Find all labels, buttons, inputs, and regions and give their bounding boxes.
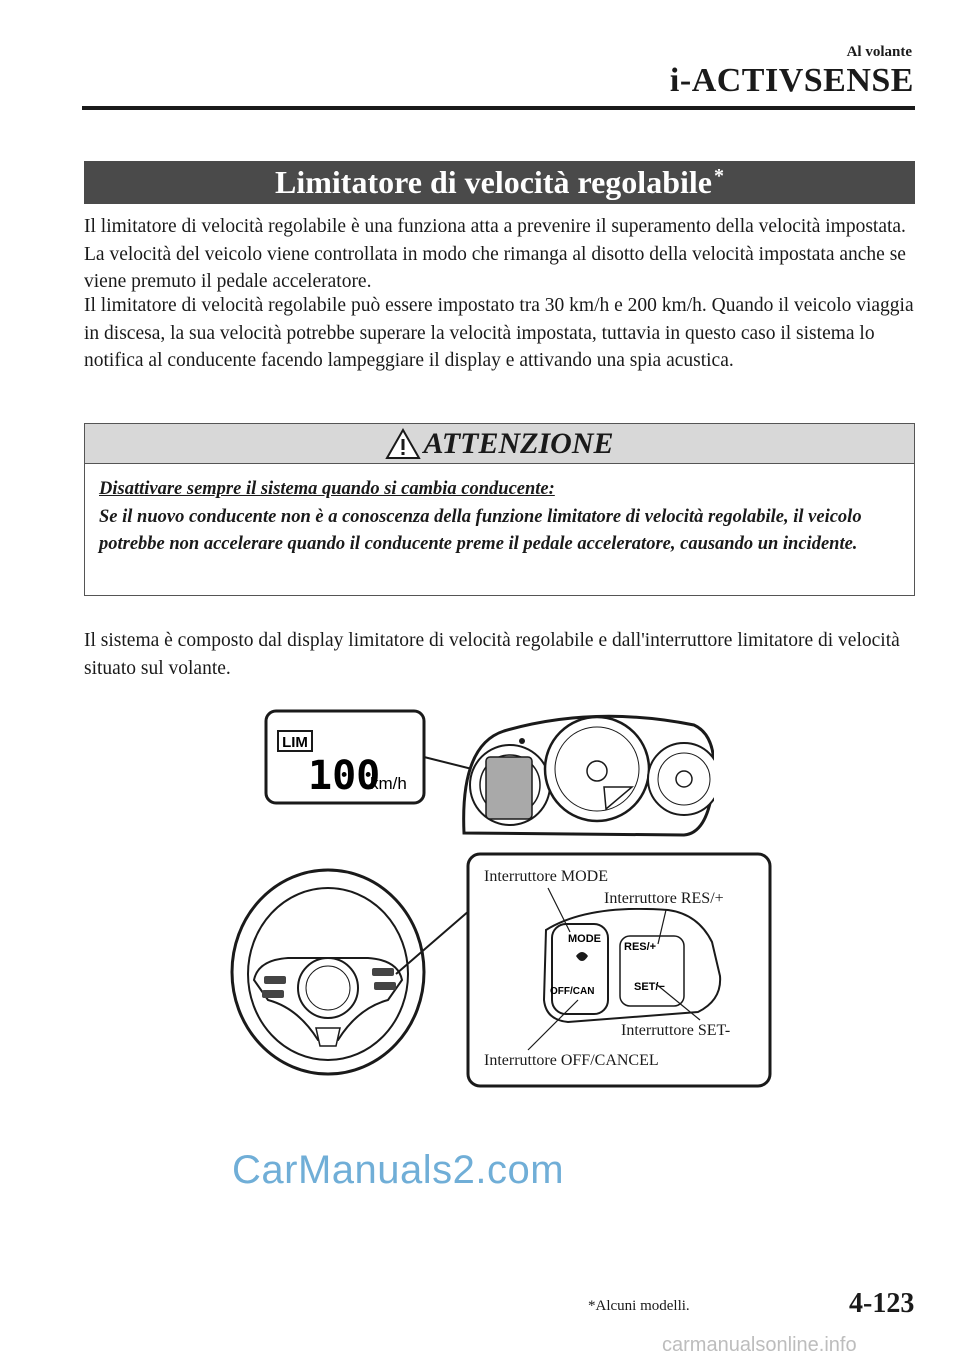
site-watermark: carmanualsonline.info <box>662 1334 857 1356</box>
caution-lead: Disattivare sempre il sistema quando si cambia conducente: <box>99 479 555 499</box>
watermark: CarManuals2.com <box>232 1148 565 1192</box>
section-title: Limitatore di velocità regolabile <box>275 164 712 200</box>
footnote: *Alcuni modelli. <box>588 1298 690 1314</box>
label-res-switch: Interruttore RES/+ <box>604 890 724 907</box>
section-label: Al volante <box>846 44 912 60</box>
label-mode-switch: Interruttore MODE <box>484 868 608 885</box>
range-paragraph: Il limitatore di velocità regolabile può essere impostato tra 30 km/h e 200 km/h. Quando il veicolo viaggia in discesa, la sua velocità potrebbe superare la velocità impostata, tuttavia in questo caso il sistema lo notifica al conducente facendo lampeggiare il display e attivando una spia acustica. <box>84 295 914 371</box>
chapter-title: i-ACTIVSENSE <box>669 62 914 99</box>
res-button-text: RES/+ <box>624 941 657 953</box>
cluster-illustration <box>264 705 714 845</box>
caution-box <box>84 423 915 596</box>
mode-button-text: MODE <box>568 933 601 945</box>
label-set-switch: Interruttore SET- <box>621 1022 731 1039</box>
caution-header <box>85 424 914 464</box>
footnote-mark: * <box>713 165 724 187</box>
speed-value: 100 <box>308 753 381 799</box>
intro-paragraph: Il limitatore di velocità regolabile è una funziona atta a prevenire il superamento della velocità impostata. La velocità del veicolo viene controllata in modo che rimanga al disotto della velocità impostata anche se viene premuto il pedale acceleratore. <box>84 216 906 292</box>
page-number: 4-123 <box>849 1288 915 1319</box>
components-paragraph: Il sistema è composto dal display limitatore di velocità regolabile e dall'interruttore limitatore di velocità situato sul volante. <box>84 630 900 679</box>
set-button-text: SET/− <box>634 981 665 993</box>
caution-heading: ATTENZIONE <box>423 426 614 460</box>
label-off-switch: Interruttore OFF/CANCEL <box>484 1052 659 1069</box>
speed-unit: km/h <box>370 774 407 793</box>
caution-body <box>85 464 914 559</box>
off-button-text: OFF/CAN <box>550 986 595 997</box>
header-divider <box>82 106 915 110</box>
lim-indicator: LIM <box>282 734 308 751</box>
section-title-bar <box>84 161 915 204</box>
warning-icon <box>385 428 421 460</box>
caution-text: Se il nuovo conducente non è a conoscenza della funzione limitatore di velocità regolabile, il veicolo potrebbe non accelerare quando il conducente preme il pedale acceleratore, causando un incidente. <box>99 506 862 554</box>
